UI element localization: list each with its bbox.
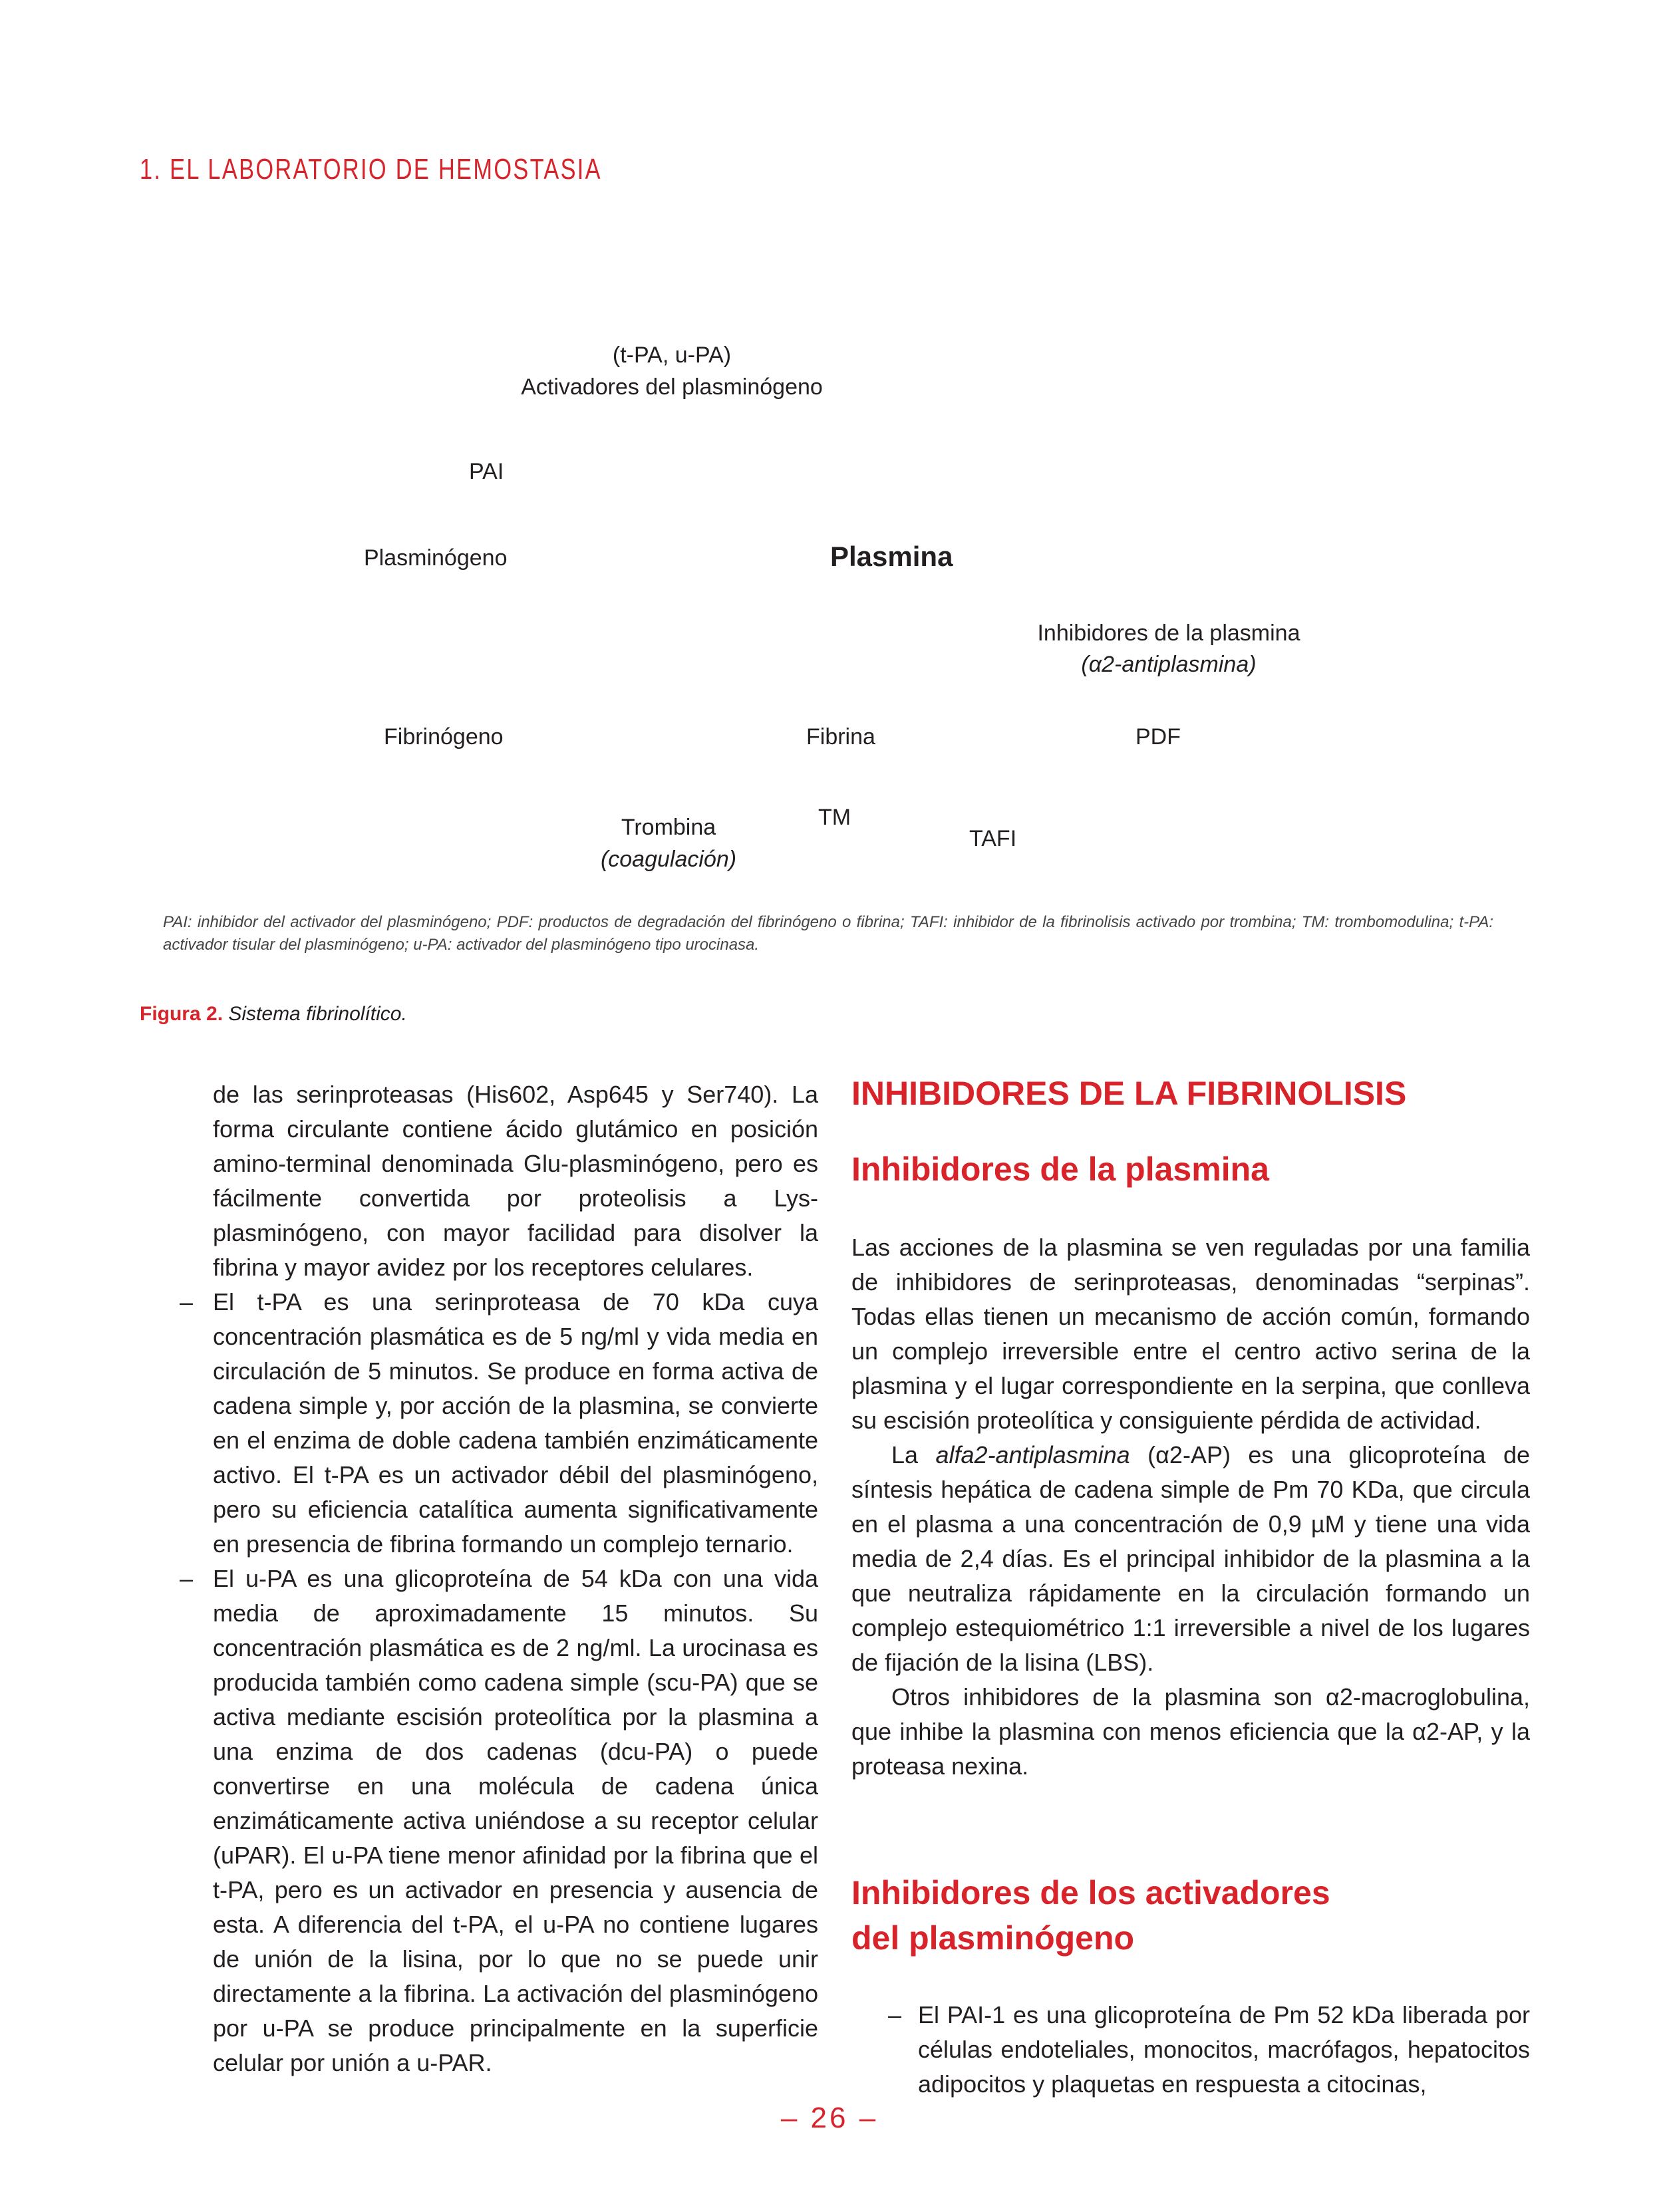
figure-caption [140,1003,407,1026]
coagulation-label: (coagulación) [600,847,737,872]
fibrin-label: Fibrina [806,724,875,750]
section-heading: INHIBIDORES DE LA FIBRINOLISIS [851,1075,1407,1112]
pai-label: PAI [469,459,504,484]
activators-abbr-label: (t-PA, u-PA) [612,343,732,368]
dash-bullet: – [888,2001,902,2028]
subsection-heading-activator-inhibitors [851,1870,1530,1961]
plasminogen-label: Plasminógeno [364,545,508,571]
figure-legend: PAI: inhibidor del activador del plasminógeno; PDF: productos de degradación del fibrinógeno o fibrina; TAFI: inhibidor de la fibrinolisis activado por trombina; TM: trombomodulina; t-PA: activador tisular del plasminógeno; u-PA: activador del plasminógeno tipo urocinasa. [163,913,1493,954]
thrombin-label: Trombina [621,815,716,840]
antiplasmin-paragraph [851,1438,1530,1680]
dash-bullet: – [180,1288,194,1315]
activator-inhibitors-heading-line-2: del plasminógeno [851,1919,1135,1957]
activator-inhibitors-heading-line-1: Inhibidores de los activadores [851,1874,1330,1911]
list-item [180,1285,818,1562]
activators-label: Activadores del plasminógeno [521,374,823,400]
subsection-heading-plasmin-inhibitors: Inhibidores de la plasmina [851,1151,1269,1188]
pdf-label: PDF [1135,724,1181,750]
serpins-paragraph: Las acciones de la plasmina se ven reguladas por una familia de inhibidores de serinproteasas, denominadas “serpinas”. Todas ellas tienen un mecanismo de acción común, formando un complejo irreversible entre el centro activo serina de la plasmina y el lugar correspondiente en la serpina, que conlleva su escisión proteolítica y consiguiente pérdida de actividad. [851,1234,1530,1434]
antiplasmin-label: (α2-antiplasmina) [1081,652,1257,677]
plasmin-label: Plasmina [830,541,953,572]
page-number: – 26 – [780,2102,879,2134]
antiplasmin-paragraph-start: La [891,1441,936,1468]
other-inhibitors-paragraph: Otros inhibidores de la plasmina son α2-macroglobulina, que inhibe la plasmina con menos eficiencia que la α2-AP, y la proteasa nexina. [851,1683,1530,1780]
tm-label: TM [818,805,851,830]
chapter-header: 1. EL LABORATORIO DE HEMOSTASIA [140,153,602,186]
pai1-paragraph: El PAI-1 es una glicoproteína de Pm 52 kDa liberada por células endoteliales, monocitos, macrófagos, hepatocitos adipocitos y plaquetas en respuesta a citocinas, [918,2001,1530,2098]
list-item [851,1998,1530,2102]
tpa-paragraph: El t-PA es una serinproteasa de 70 kDa cuya concentración plasmática es de 5 ng/ml y vida media en circulación de 5 minutos. Se produce en forma activa de cadena simple y, por acción de la plasmina, se convierte en el enzima de doble cadena también enzimáticamente activo. El t-PA es un activador débil del plasminógeno, pero su eficiencia catalítica aumenta significativamente en presencia de fibrina formando un complejo ternario. [213,1288,818,1558]
figure-caption-label: Figura 2. [140,1003,224,1025]
antiplasmin-term: alfa2-antiplasmina [935,1441,1130,1468]
left-paragraph-1: de las serinproteasas (His602, Asp645 y Ser740). La forma circulante contiene ácido glutámico en posición amino-terminal denominada Glu-plasminógeno, pero es fácilmente convertida por proteolisis a Lys-plasminógeno, con mayor facilidad para disolver la fibrina y mayor avidez por los receptores celulares. [213,1081,818,1281]
dash-bullet: – [180,1565,194,1592]
tafi-label: TAFI [969,826,1017,851]
figure-caption-text: Sistema fibrinolítico. [228,1003,407,1025]
list-item [180,1562,818,2080]
upa-paragraph: El u-PA es una glicoproteína de 54 kDa con una vida media de aproximadamente 15 minutos. Su concentración plasmática es de 2 ng/ml. La urocinasa es producida también como cadena simple (scu-PA) que se activa mediante escisión proteolítica por la plasmina a una enzima de dos cadenas (dcu-PA) o puede convertirse en una molécula de cadena única enzimáticamente activa uniéndose a su receptor celular (uPAR). El u-PA tiene menor afinidad por la fibrina que el t-PA, pero es un activador en presencia y ausencia de esta. A diferencia del t-PA, el u-PA no contiene lugares de unión de la lisina, por lo que no se puede unir directamente a la fibrina. La activación del plasminógeno por u-PA se produce principalmente en la superficie celular por unión a u-PAR. [213,1565,818,2076]
right-column [851,1072,1530,2102]
left-column [180,1077,818,2080]
antiplasmin-paragraph-rest: (α2-AP) es una glicoproteína de síntesis hepática de cadena simple de Pm 70 KDa, que circula en el plasma a una concentración de 0,9 µM y tiene una vida media de 2,4 días. Es el principal inhibidor de la plasmina a la que neutraliza rápidamente en la circulación formando un complejo estequiométrico 1:1 irreversible a nivel de los lugares de fijación de la lisina (LBS). [851,1441,1530,1676]
fibrinogen-label: Fibrinógeno [384,724,504,750]
plasmin-inhibitors-label: Inhibidores de la plasmina [1037,621,1300,646]
